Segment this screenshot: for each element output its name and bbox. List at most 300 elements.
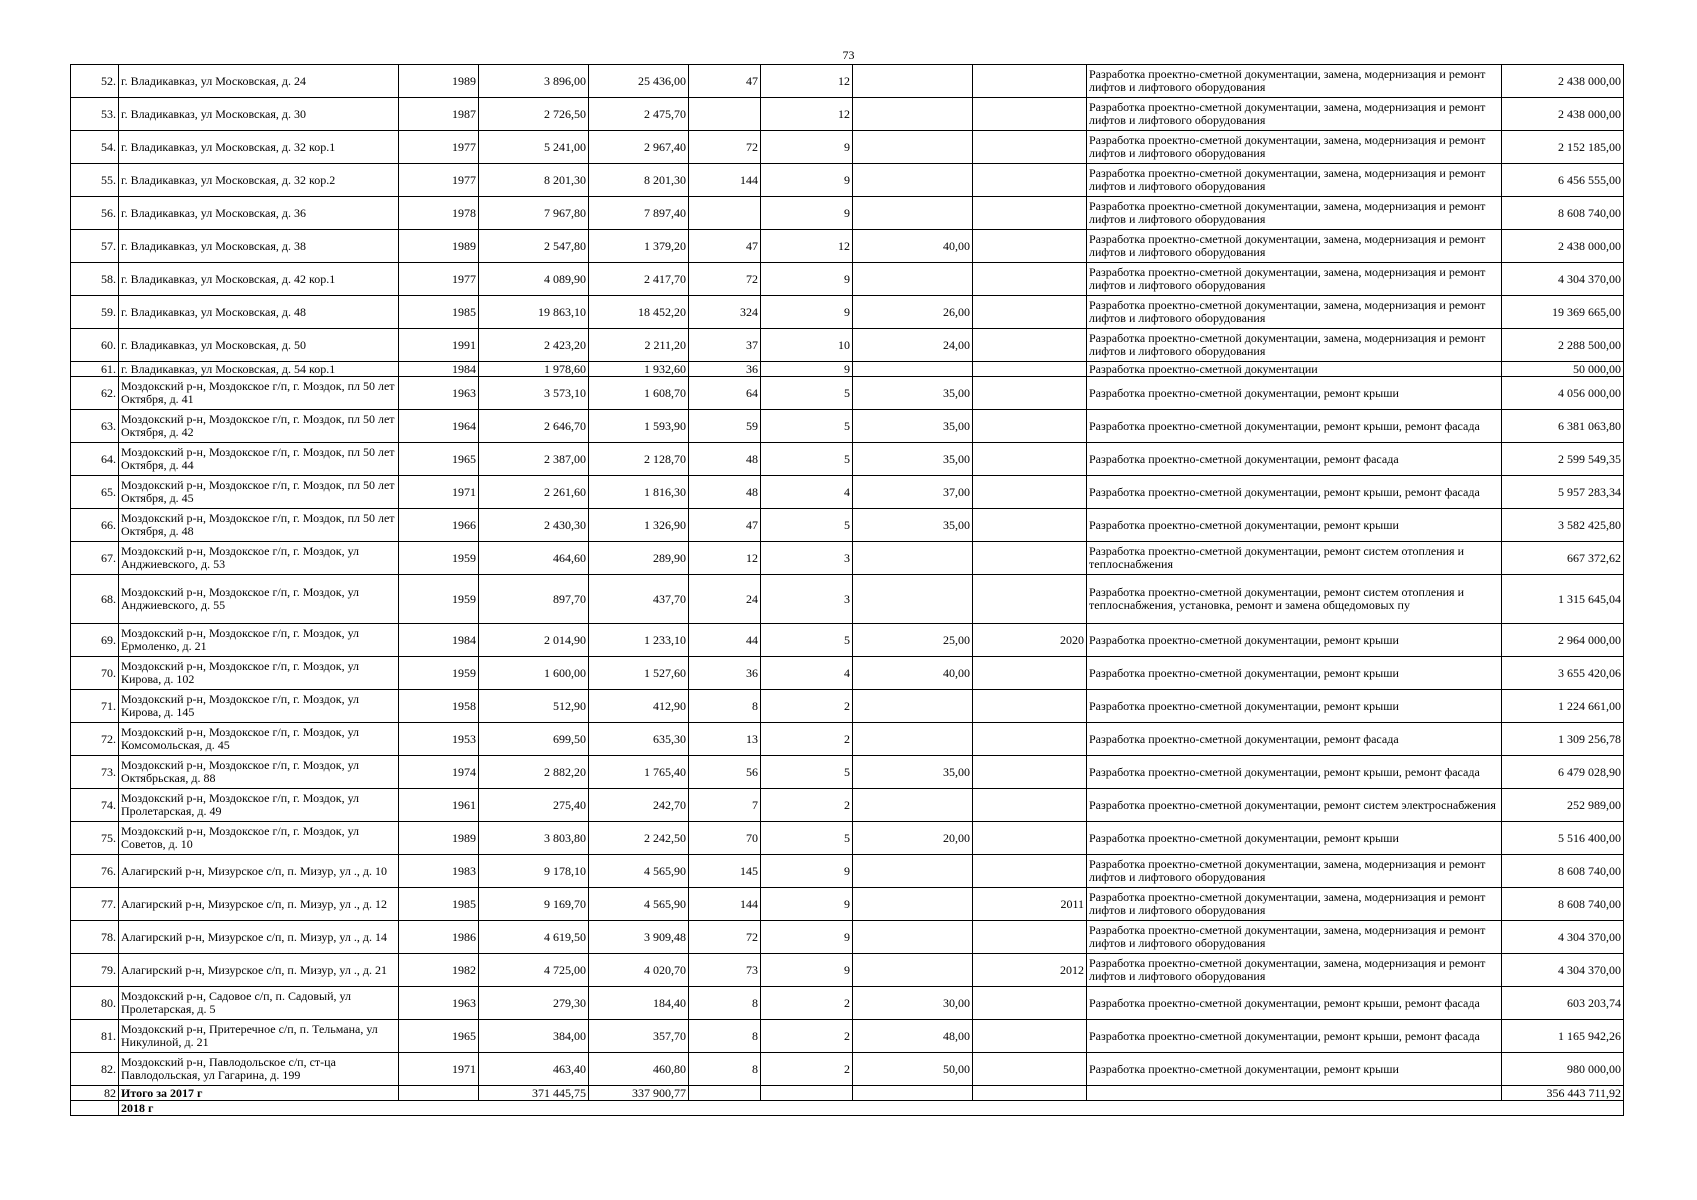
residents-cell: 8 — [689, 1020, 761, 1053]
work-type-cell: Разработка проектно-сметной документации, замена, модернизация и ремонт лифтов и лифтового оборудования — [1087, 65, 1502, 98]
wear-percent-cell — [853, 789, 973, 822]
year-cell: 1985 — [399, 888, 479, 921]
empty-cell — [973, 1086, 1087, 1101]
cost-cell: 2 438 000,00 — [1502, 98, 1624, 131]
address-cell: Моздокский р-н, Моздокское г/п, г. Моздок, ул Кирова, д. 145 — [119, 690, 399, 723]
work-type-cell: Разработка проектно-сметной документации, замена, модернизация и ремонт лифтов и лифтового оборудования — [1087, 921, 1502, 954]
table-row — [71, 822, 1624, 855]
year-cell: 1984 — [399, 362, 479, 377]
cost-cell: 6 479 028,90 — [1502, 756, 1624, 789]
residents-cell: 47 — [689, 65, 761, 98]
address-cell: Моздокский р-н, Павлодольское с/п, ст-ца Павлодольская, ул Гагарина, д. 199 — [119, 1053, 399, 1086]
table-row — [71, 987, 1624, 1020]
wear-percent-cell: 35,00 — [853, 410, 973, 443]
year-cell: 1966 — [399, 509, 479, 542]
year-cell: 1963 — [399, 377, 479, 410]
wear-percent-cell — [853, 98, 973, 131]
year-cell: 1983 — [399, 855, 479, 888]
total-area-cell: 1 600,00 — [479, 657, 589, 690]
wear-percent-cell — [853, 954, 973, 987]
empty-cell — [761, 1086, 853, 1101]
floors-cell: 12 — [761, 230, 853, 263]
total-area-cell: 464,60 — [479, 542, 589, 575]
row-number: 80. — [71, 987, 119, 1020]
table-row — [71, 624, 1624, 657]
floors-cell: 2 — [761, 789, 853, 822]
housing-repair-table — [70, 64, 1624, 1116]
floors-cell: 9 — [761, 954, 853, 987]
residents-cell: 37 — [689, 329, 761, 362]
year-cell: 1961 — [399, 789, 479, 822]
year-cell: 1986 — [399, 921, 479, 954]
residents-cell: 47 — [689, 230, 761, 263]
row-number: 76. — [71, 855, 119, 888]
last-repair-year-cell — [973, 377, 1087, 410]
last-repair-year-cell — [973, 65, 1087, 98]
year-cell: 1977 — [399, 131, 479, 164]
address-cell: г. Владикавказ, ул Московская, д. 54 кор.1 — [119, 362, 399, 377]
total-area-cell: 2 423,20 — [479, 329, 589, 362]
address-cell: Моздокский р-н, Моздокское г/п, г. Моздок, ул Комсомольская, д. 45 — [119, 723, 399, 756]
total-area-cell: 4 619,50 — [479, 921, 589, 954]
wear-percent-cell: 40,00 — [853, 657, 973, 690]
residents-cell: 56 — [689, 756, 761, 789]
year-cell: 1978 — [399, 197, 479, 230]
table-row — [71, 377, 1624, 410]
residents-cell: 48 — [689, 476, 761, 509]
residents-cell: 8 — [689, 690, 761, 723]
work-type-cell: Разработка проектно-сметной документации, замена, модернизация и ремонт лифтов и лифтового оборудования — [1087, 296, 1502, 329]
total-area-cell: 275,40 — [479, 789, 589, 822]
wear-percent-cell: 35,00 — [853, 509, 973, 542]
floors-cell: 10 — [761, 329, 853, 362]
last-repair-year-cell — [973, 690, 1087, 723]
work-type-cell: Разработка проектно-сметной документации, ремонт крыши, ремонт фасада — [1087, 987, 1502, 1020]
wear-percent-cell: 35,00 — [853, 443, 973, 476]
work-type-cell: Разработка проектно-сметной документации, ремонт систем отопления и теплоснабжения — [1087, 542, 1502, 575]
residents-cell: 48 — [689, 443, 761, 476]
living-area-cell: 1 765,40 — [589, 756, 689, 789]
year-cell: 1959 — [399, 575, 479, 624]
cost-cell: 50 000,00 — [1502, 362, 1624, 377]
floors-cell: 4 — [761, 657, 853, 690]
residents-cell: 36 — [689, 362, 761, 377]
wear-percent-cell: 40,00 — [853, 230, 973, 263]
last-repair-year-cell — [973, 362, 1087, 377]
wear-percent-cell — [853, 65, 973, 98]
work-type-cell: Разработка проектно-сметной документации, замена, модернизация и ремонт лифтов и лифтового оборудования — [1087, 263, 1502, 296]
total-area-cell: 512,90 — [479, 690, 589, 723]
wear-percent-cell — [853, 197, 973, 230]
last-repair-year-cell — [973, 542, 1087, 575]
address-cell: Моздокский р-н, Притеречное с/п, п. Тельмана, ул Никулиной, д. 21 — [119, 1020, 399, 1053]
living-area-cell: 1 816,30 — [589, 476, 689, 509]
total-area-cell: 1 978,60 — [479, 362, 589, 377]
last-repair-year-cell — [973, 410, 1087, 443]
wear-percent-cell: 30,00 — [853, 987, 973, 1020]
table-row — [71, 575, 1624, 624]
year-cell: 1985 — [399, 296, 479, 329]
work-type-cell: Разработка проектно-сметной документации, замена, модернизация и ремонт лифтов и лифтового оборудования — [1087, 230, 1502, 263]
wear-percent-cell: 25,00 — [853, 624, 973, 657]
address-cell: Алагирский р-н, Мизурское с/п, п. Мизур, ул ., д. 21 — [119, 954, 399, 987]
row-number: 62. — [71, 377, 119, 410]
total-area-cell: 463,40 — [479, 1053, 589, 1086]
wear-percent-cell — [853, 164, 973, 197]
year-cell: 1964 — [399, 410, 479, 443]
address-cell: г. Владикавказ, ул Московская, д. 32 кор.2 — [119, 164, 399, 197]
total-area-cell: 5 241,00 — [479, 131, 589, 164]
table-row — [71, 723, 1624, 756]
total-area-cell: 3 573,10 — [479, 377, 589, 410]
wear-percent-cell — [853, 131, 973, 164]
row-number: 81. — [71, 1020, 119, 1053]
row-number: 75. — [71, 822, 119, 855]
address-cell: г. Владикавказ, ул Московская, д. 30 — [119, 98, 399, 131]
cost-cell: 3 582 425,80 — [1502, 509, 1624, 542]
row-number: 66. — [71, 509, 119, 542]
living-area-cell: 2 417,70 — [589, 263, 689, 296]
total-area-cell: 279,30 — [479, 987, 589, 1020]
row-number: 70. — [71, 657, 119, 690]
row-number: 53. — [71, 98, 119, 131]
row-number: 52. — [71, 65, 119, 98]
total-area-cell: 2 261,60 — [479, 476, 589, 509]
cost-cell: 4 304 370,00 — [1502, 263, 1624, 296]
last-repair-year-cell — [973, 263, 1087, 296]
wear-percent-cell — [853, 362, 973, 377]
wear-percent-cell: 35,00 — [853, 377, 973, 410]
residents-cell — [689, 98, 761, 131]
floors-cell: 2 — [761, 690, 853, 723]
wear-percent-cell — [853, 723, 973, 756]
floors-cell: 2 — [761, 1053, 853, 1086]
last-repair-year-cell — [973, 1020, 1087, 1053]
table-row — [71, 690, 1624, 723]
total-area-cell: 9 178,10 — [479, 855, 589, 888]
cost-cell: 6 456 555,00 — [1502, 164, 1624, 197]
year-cell: 1965 — [399, 443, 479, 476]
row-number: 68. — [71, 575, 119, 624]
residents-cell: 72 — [689, 131, 761, 164]
living-area-cell: 4 565,90 — [589, 888, 689, 921]
living-area-cell: 460,80 — [589, 1053, 689, 1086]
living-area-cell: 357,70 — [589, 1020, 689, 1053]
row-number: 63. — [71, 410, 119, 443]
living-area-cell: 184,40 — [589, 987, 689, 1020]
address-cell: г. Владикавказ, ул Московская, д. 32 кор.1 — [119, 131, 399, 164]
living-area-cell: 18 452,20 — [589, 296, 689, 329]
cost-cell: 5 516 400,00 — [1502, 822, 1624, 855]
work-type-cell: Разработка проектно-сметной документации, замена, модернизация и ремонт лифтов и лифтового оборудования — [1087, 855, 1502, 888]
row-number: 67. — [71, 542, 119, 575]
address-cell: Моздокский р-н, Моздокское г/п, г. Моздок, ул Советов, д. 10 — [119, 822, 399, 855]
living-area-cell: 4 020,70 — [589, 954, 689, 987]
residents-cell: 59 — [689, 410, 761, 443]
last-repair-year-cell — [973, 987, 1087, 1020]
cost-cell: 8 608 740,00 — [1502, 855, 1624, 888]
work-type-cell: Разработка проектно-сметной документации, ремонт крыши, ремонт фасада — [1087, 410, 1502, 443]
year-cell: 1971 — [399, 476, 479, 509]
total-a2-cell: 337 900,77 — [589, 1086, 689, 1101]
residents-cell: 12 — [689, 542, 761, 575]
cost-cell: 8 608 740,00 — [1502, 888, 1624, 921]
empty-cell — [1087, 1086, 1502, 1101]
living-area-cell: 635,30 — [589, 723, 689, 756]
residents-cell: 144 — [689, 888, 761, 921]
cost-cell: 1 315 645,04 — [1502, 575, 1624, 624]
cost-cell: 1 309 256,78 — [1502, 723, 1624, 756]
year-cell: 1959 — [399, 657, 479, 690]
cost-cell: 1 165 942,26 — [1502, 1020, 1624, 1053]
total-area-cell: 19 863,10 — [479, 296, 589, 329]
table-row — [71, 65, 1624, 98]
wear-percent-cell: 48,00 — [853, 1020, 973, 1053]
row-number: 56. — [71, 197, 119, 230]
wear-percent-cell: 26,00 — [853, 296, 973, 329]
residents-cell: 44 — [689, 624, 761, 657]
row-number: 73. — [71, 756, 119, 789]
work-type-cell: Разработка проектно-сметной документации, ремонт крыши, ремонт фасада — [1087, 1020, 1502, 1053]
work-type-cell: Разработка проектно-сметной документации, замена, модернизация и ремонт лифтов и лифтового оборудования — [1087, 131, 1502, 164]
table-row — [71, 888, 1624, 921]
floors-cell: 5 — [761, 822, 853, 855]
table-row — [71, 1053, 1624, 1086]
floors-cell: 2 — [761, 987, 853, 1020]
table-row — [71, 164, 1624, 197]
living-area-cell: 3 909,48 — [589, 921, 689, 954]
total-area-cell: 4 725,00 — [479, 954, 589, 987]
row-number: 54. — [71, 131, 119, 164]
address-cell: Моздокский р-н, Моздокское г/п, г. Моздок, ул Кирова, д. 102 — [119, 657, 399, 690]
address-cell: Алагирский р-н, Мизурское с/п, п. Мизур, ул ., д. 10 — [119, 855, 399, 888]
living-area-cell: 7 897,40 — [589, 197, 689, 230]
work-type-cell: Разработка проектно-сметной документации, ремонт крыши — [1087, 509, 1502, 542]
total-area-cell: 2 726,50 — [479, 98, 589, 131]
residents-cell: 64 — [689, 377, 761, 410]
work-type-cell: Разработка проектно-сметной документации, ремонт крыши — [1087, 1053, 1502, 1086]
address-cell: г. Владикавказ, ул Московская, д. 36 — [119, 197, 399, 230]
floors-cell: 5 — [761, 756, 853, 789]
living-area-cell: 4 565,90 — [589, 855, 689, 888]
floors-cell: 5 — [761, 624, 853, 657]
address-cell: Моздокский р-н, Садовое с/п, п. Садовый, ул Пролетарская, д. 5 — [119, 987, 399, 1020]
total-area-cell: 3 803,80 — [479, 822, 589, 855]
table-row — [71, 197, 1624, 230]
last-repair-year-cell — [973, 822, 1087, 855]
empty-cell — [399, 1086, 479, 1101]
total-a1-cell: 371 445,75 — [479, 1086, 589, 1101]
address-cell: Алагирский р-н, Мизурское с/п, п. Мизур, ул ., д. 14 — [119, 921, 399, 954]
last-repair-year-cell — [973, 329, 1087, 362]
total-area-cell: 699,50 — [479, 723, 589, 756]
total-label-cell: Итого за 2017 г — [119, 1086, 399, 1101]
address-cell: Алагирский р-н, Мизурское с/п, п. Мизур, ул ., д. 12 — [119, 888, 399, 921]
residents-cell: 145 — [689, 855, 761, 888]
year-cell: 1989 — [399, 822, 479, 855]
empty-cell — [853, 1086, 973, 1101]
address-cell: Моздокский р-н, Моздокское г/п, г. Моздок, ул Анджиевского, д. 55 — [119, 575, 399, 624]
living-area-cell: 1 326,90 — [589, 509, 689, 542]
cost-cell: 8 608 740,00 — [1502, 197, 1624, 230]
table-row — [71, 1020, 1624, 1053]
address-cell: Моздокский р-н, Моздокское г/п, г. Моздок, пл 50 лет Октября, д. 44 — [119, 443, 399, 476]
row-number: 57. — [71, 230, 119, 263]
work-type-cell: Разработка проектно-сметной документации — [1087, 362, 1502, 377]
address-cell: Моздокский р-н, Моздокское г/п, г. Моздок, пл 50 лет Октября, д. 41 — [119, 377, 399, 410]
residents-cell: 13 — [689, 723, 761, 756]
wear-percent-cell: 20,00 — [853, 822, 973, 855]
year-cell: 1958 — [399, 690, 479, 723]
floors-cell: 3 — [761, 575, 853, 624]
work-type-cell: Разработка проектно-сметной документации, ремонт крыши, ремонт фасада — [1087, 476, 1502, 509]
row-number: 79. — [71, 954, 119, 987]
last-repair-year-cell — [973, 921, 1087, 954]
cost-cell: 667 372,62 — [1502, 542, 1624, 575]
last-repair-year-cell — [973, 1053, 1087, 1086]
residents-cell: 7 — [689, 789, 761, 822]
address-cell: г. Владикавказ, ул Московская, д. 50 — [119, 329, 399, 362]
row-number: 60. — [71, 329, 119, 362]
total-area-cell: 9 169,70 — [479, 888, 589, 921]
last-repair-year-cell — [973, 509, 1087, 542]
work-type-cell: Разработка проектно-сметной документации, замена, модернизация и ремонт лифтов и лифтового оборудования — [1087, 98, 1502, 131]
table-row — [71, 263, 1624, 296]
floors-cell: 3 — [761, 542, 853, 575]
work-type-cell: Разработка проектно-сметной документации, ремонт систем отопления и теплоснабжения, установка, ремонт и замена общедомовых пу — [1087, 575, 1502, 624]
living-area-cell: 2 967,40 — [589, 131, 689, 164]
residents-cell: 324 — [689, 296, 761, 329]
row-number: 69. — [71, 624, 119, 657]
total-area-cell: 897,70 — [479, 575, 589, 624]
floors-cell: 9 — [761, 296, 853, 329]
address-cell: Моздокский р-н, Моздокское г/п, г. Моздок, ул Ермоленко, д. 21 — [119, 624, 399, 657]
total-area-cell: 7 967,80 — [479, 197, 589, 230]
cost-cell: 980 000,00 — [1502, 1053, 1624, 1086]
cost-cell: 4 056 000,00 — [1502, 377, 1624, 410]
wear-percent-cell: 37,00 — [853, 476, 973, 509]
floors-cell: 2 — [761, 1020, 853, 1053]
wear-percent-cell — [853, 263, 973, 296]
cost-cell: 2 152 185,00 — [1502, 131, 1624, 164]
living-area-cell: 2 475,70 — [589, 98, 689, 131]
total-area-cell: 2 547,80 — [479, 230, 589, 263]
cost-cell: 2 438 000,00 — [1502, 230, 1624, 263]
address-cell: г. Владикавказ, ул Московская, д. 48 — [119, 296, 399, 329]
living-area-cell: 289,90 — [589, 542, 689, 575]
cost-cell: 2 438 000,00 — [1502, 65, 1624, 98]
cost-cell: 1 224 661,00 — [1502, 690, 1624, 723]
year-cell: 1963 — [399, 987, 479, 1020]
address-cell: г. Владикавказ, ул Московская, д. 38 — [119, 230, 399, 263]
floors-cell: 5 — [761, 377, 853, 410]
total-area-cell: 4 089,90 — [479, 263, 589, 296]
row-number: 74. — [71, 789, 119, 822]
total-area-cell: 2 014,90 — [479, 624, 589, 657]
last-repair-year-cell — [973, 131, 1087, 164]
residents-cell: 8 — [689, 1053, 761, 1086]
total-area-cell: 3 896,00 — [479, 65, 589, 98]
living-area-cell: 1 233,10 — [589, 624, 689, 657]
living-area-cell: 1 932,60 — [589, 362, 689, 377]
last-repair-year-cell — [973, 756, 1087, 789]
residents-cell: 73 — [689, 954, 761, 987]
floors-cell: 2 — [761, 723, 853, 756]
total-area-cell: 2 430,30 — [479, 509, 589, 542]
work-type-cell: Разработка проектно-сметной документации, ремонт крыши — [1087, 822, 1502, 855]
row-number: 77. — [71, 888, 119, 921]
living-area-cell: 1 593,90 — [589, 410, 689, 443]
cost-cell: 252 989,00 — [1502, 789, 1624, 822]
row-number: 82. — [71, 1053, 119, 1086]
last-repair-year-cell — [973, 197, 1087, 230]
last-repair-year-cell — [973, 723, 1087, 756]
residents-cell: 144 — [689, 164, 761, 197]
address-cell: Моздокский р-н, Моздокское г/п, г. Моздок, ул Анджиевского, д. 53 — [119, 542, 399, 575]
living-area-cell: 412,90 — [589, 690, 689, 723]
cost-cell: 4 304 370,00 — [1502, 954, 1624, 987]
total-area-cell: 8 201,30 — [479, 164, 589, 197]
residents-cell: 24 — [689, 575, 761, 624]
cost-cell: 603 203,74 — [1502, 987, 1624, 1020]
table-row — [71, 789, 1624, 822]
table-row — [71, 954, 1624, 987]
floors-cell: 9 — [761, 855, 853, 888]
row-number: 59. — [71, 296, 119, 329]
year-cell: 1989 — [399, 65, 479, 98]
table-row — [71, 98, 1624, 131]
year-cell: 1977 — [399, 164, 479, 197]
row-number: 64. — [71, 443, 119, 476]
address-cell: г. Владикавказ, ул Московская, д. 24 — [119, 65, 399, 98]
total-area-cell: 384,00 — [479, 1020, 589, 1053]
residents-cell: 36 — [689, 657, 761, 690]
cost-cell: 6 381 063,80 — [1502, 410, 1624, 443]
year-cell: 1987 — [399, 98, 479, 131]
table-row — [71, 855, 1624, 888]
residents-cell: 8 — [689, 987, 761, 1020]
table-row — [71, 509, 1624, 542]
address-cell: Моздокский р-н, Моздокское г/п, г. Моздок, пл 50 лет Октября, д. 48 — [119, 509, 399, 542]
floors-cell: 5 — [761, 509, 853, 542]
work-type-cell: Разработка проектно-сметной документации, ремонт крыши — [1087, 690, 1502, 723]
work-type-cell: Разработка проектно-сметной документации, ремонт систем электроснабжения — [1087, 789, 1502, 822]
floors-cell: 5 — [761, 443, 853, 476]
year-cell: 1953 — [399, 723, 479, 756]
living-area-cell: 437,70 — [589, 575, 689, 624]
floors-cell: 9 — [761, 921, 853, 954]
table-row — [71, 329, 1624, 362]
residents-cell: 72 — [689, 263, 761, 296]
floors-cell: 12 — [761, 65, 853, 98]
floors-cell: 9 — [761, 131, 853, 164]
cost-cell: 4 304 370,00 — [1502, 921, 1624, 954]
living-area-cell: 8 201,30 — [589, 164, 689, 197]
residents-cell — [689, 197, 761, 230]
work-type-cell: Разработка проектно-сметной документации, ремонт крыши, ремонт фасада — [1087, 756, 1502, 789]
floors-cell: 9 — [761, 197, 853, 230]
cost-cell: 2 964 000,00 — [1502, 624, 1624, 657]
year-cell: 1977 — [399, 263, 479, 296]
work-type-cell: Разработка проектно-сметной документации, ремонт фасада — [1087, 723, 1502, 756]
year-cell: 1971 — [399, 1053, 479, 1086]
table-row — [71, 542, 1624, 575]
table-row — [71, 443, 1624, 476]
table-row — [71, 921, 1624, 954]
living-area-cell: 25 436,00 — [589, 65, 689, 98]
residents-cell: 72 — [689, 921, 761, 954]
address-cell: Моздокский р-н, Моздокское г/п, г. Моздок, ул Октябрьская, д. 88 — [119, 756, 399, 789]
